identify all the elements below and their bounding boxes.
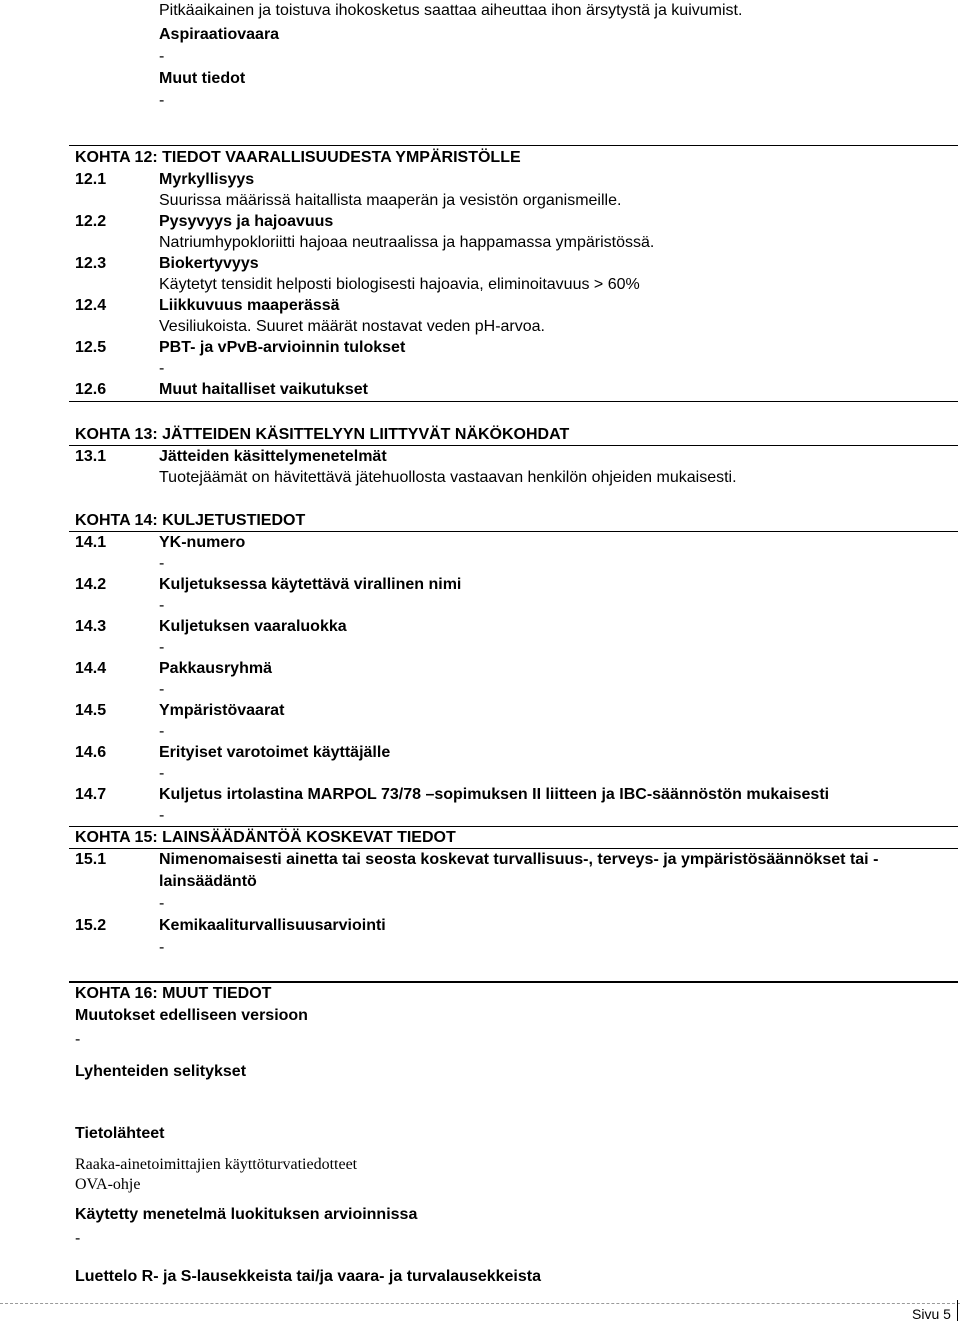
section-13-heading: KOHTA 13: JÄTTEIDEN KÄSITTELYYN LIITTYVÄT NÄKÖKOHDAT [75,426,570,443]
item-title: Kuljetuksessa käytettävä virallinen nimi [159,576,462,593]
item-text: - [159,597,165,614]
item-text: - [159,765,165,782]
other-info-title: Muut tiedot [159,70,246,87]
item-title: Nimenomaisesti ainetta tai seosta koskevat turvallisuus-, terveys- ja ympäristösäännökset tai - [159,851,879,868]
item-number: 14.6 [75,744,107,761]
phrases-list-title: Luettelo R- ja S-lausekkeista tai/ja vaara- ja turvalausekkeista [75,1268,541,1285]
other-info-value: - [159,92,165,109]
section-divider [69,981,958,983]
sources-line: Raaka-ainetoimittajien käyttöturvatiedotteet [75,1156,358,1173]
section-16-heading: KOHTA 16: MUUT TIEDOT [75,985,272,1002]
item-title: Biokertyvyys [159,255,259,272]
item-text: - [159,360,165,377]
item-text: - [159,639,165,656]
sources-line: OVA-ohje [75,1176,141,1193]
section-14-heading: KOHTA 14: KULJETUSTIEDOT [75,512,306,529]
item-number: 14.1 [75,534,107,551]
item-text: Käytetyt tensidit helposti biologisesti hajoavia, eliminoitavuus > 60% [159,276,640,293]
skin-contact-text: Pitkäaikainen ja toistuva ihokosketus saattaa aiheuttaa ihon ärsytystä ja kuivumist. [159,2,743,19]
item-text: Natriumhypokloriitti hajoaa neutraalissa ja happamassa ympäristössä. [159,234,655,251]
item-text: - [159,555,165,572]
section-divider [69,445,958,446]
abbreviations-title: Lyhenteiden selitykset [75,1063,247,1080]
method-title: Käytetty menetelmä luokituksen arvioinnissa [75,1206,418,1223]
item-number: 15.1 [75,851,107,868]
section-divider [69,848,958,849]
item-title: Pysyvyys ja hajoavuus [159,213,334,230]
item-title: Kemikaaliturvallisuusarviointi [159,917,386,934]
item-text: - [159,939,165,956]
page-edge-marker [957,1300,958,1321]
item-text: - [159,723,165,740]
section-12-heading: KOHTA 12: TIEDOT VAARALLISUUDESTA YMPÄRISTÖLLE [75,149,521,166]
item-title: Erityiset varotoimet käyttäjälle [159,744,391,761]
item-title-continued: lainsäädäntö [159,873,257,890]
item-text: - [159,895,165,912]
item-text: Suurissa määrissä haitallista maaperän ja vesistön organismeille. [159,192,622,209]
section-divider [69,401,958,402]
page-number: Sivu 5 [912,1306,951,1322]
item-number: 12.4 [75,297,107,314]
item-title: Muut haitalliset vaikutukset [159,381,368,398]
item-text: - [159,681,165,698]
item-number: 14.5 [75,702,107,719]
item-text: Vesiliukoista. Suuret määrät nostavat veden pH-arvoa. [159,318,545,335]
section-divider [69,826,958,827]
item-title: Jätteiden käsittelymenetelmät [159,448,387,465]
section-divider [69,145,958,146]
item-title: Kuljetus irtolastina MARPOL 73/78 –sopimuksen II liitteen ja IBC-säännöstön mukaisesti [159,786,830,803]
item-number: 12.1 [75,171,107,188]
item-title: Myrkyllisyys [159,171,255,188]
item-title: YK-numero [159,534,246,551]
sources-title: Tietolähteet [75,1125,165,1142]
item-number: 14.4 [75,660,107,677]
method-value: - [75,1230,81,1247]
item-number: 12.6 [75,381,107,398]
footer-divider [0,1303,960,1304]
item-text: - [159,807,165,824]
aspiration-value: - [159,48,165,65]
item-title: Liikkuvuus maaperässä [159,297,340,314]
changes-value: - [75,1031,81,1048]
changes-title: Muutokset edelliseen versioon [75,1007,308,1024]
item-number: 12.2 [75,213,107,230]
item-number: 12.5 [75,339,107,356]
item-title: Ympäristövaarat [159,702,285,719]
item-title: Pakkausryhmä [159,660,272,677]
item-title: PBT- ja vPvB-arvioinnin tulokset [159,339,406,356]
item-title: Kuljetuksen vaaraluokka [159,618,347,635]
item-number: 13.1 [75,448,107,465]
item-number: 15.2 [75,917,107,934]
aspiration-title: Aspiraatiovaara [159,26,280,43]
item-number: 12.3 [75,255,107,272]
item-number: 14.2 [75,576,107,593]
section-divider [69,531,958,532]
section-15-heading: KOHTA 15: LAINSÄÄDÄNTÖÄ KOSKEVAT TIEDOT [75,829,456,846]
item-number: 14.3 [75,618,107,635]
item-number: 14.7 [75,786,107,803]
item-text: Tuotejäämät on hävitettävä jätehuollosta vastaavan henkilön ohjeiden mukaisesti. [159,469,737,486]
